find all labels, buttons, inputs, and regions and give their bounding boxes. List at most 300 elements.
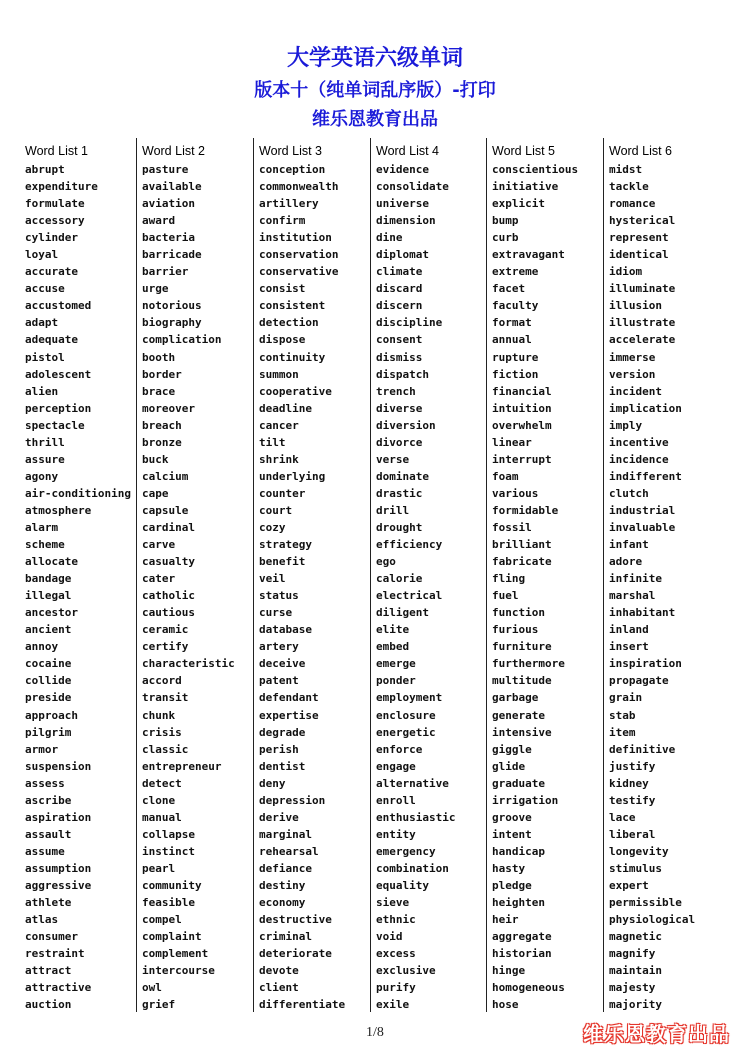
word-entry: differentiate <box>259 998 346 1012</box>
word-entry: intensive <box>492 725 552 739</box>
word-entry: indifferent <box>609 469 682 483</box>
word-entry: magnetic <box>609 930 662 944</box>
word-entry: intent <box>492 827 532 841</box>
word-entry: graduate <box>492 776 545 790</box>
word-entry: commonwealth <box>259 180 339 194</box>
word-entry: infinite <box>609 572 662 586</box>
word-entry: definitive <box>609 742 676 756</box>
word-list-column <box>253 138 346 1012</box>
word-entry: compel <box>142 913 182 927</box>
word-entry: defiance <box>259 861 312 875</box>
word-entry: diplomat <box>376 248 429 262</box>
word-entry: incidence <box>609 452 669 466</box>
word-entry: purify <box>376 981 416 995</box>
word-entry: ancestor <box>25 606 78 620</box>
word-entry: format <box>492 316 532 330</box>
word-entry: cape <box>142 486 169 500</box>
word-entry: magnify <box>609 947 656 961</box>
word-entry: marginal <box>259 827 312 841</box>
word-entry: institution <box>259 231 332 245</box>
word-entry: annoy <box>25 640 59 654</box>
word-entry: derive <box>259 810 299 824</box>
word-entry: cancer <box>259 418 299 432</box>
word-entry: irrigation <box>492 793 559 807</box>
word-entry: ascribe <box>25 793 72 807</box>
word-entry: discern <box>376 299 423 313</box>
word-entry: clone <box>142 793 176 807</box>
word-entry: enforce <box>376 742 423 756</box>
word-entry: formulate <box>25 197 85 211</box>
word-entry: groove <box>492 810 532 824</box>
word-entry: permissible <box>609 896 682 910</box>
word-entry: item <box>609 725 636 739</box>
word-entry: invaluable <box>609 520 676 534</box>
word-entry: curse <box>259 606 293 620</box>
word-entry: underlying <box>259 469 326 483</box>
word-entry: deteriorate <box>259 947 332 961</box>
word-entry: sieve <box>376 896 410 910</box>
word-entry: consist <box>259 282 306 296</box>
word-entry: attractive <box>25 981 92 995</box>
word-entry: fiction <box>492 367 539 381</box>
word-entry: carve <box>142 538 176 552</box>
word-entry: atmosphere <box>25 503 92 517</box>
word-entry: divorce <box>376 435 423 449</box>
word-entry: strategy <box>259 538 312 552</box>
word-list-header: Word List 2 <box>142 144 205 158</box>
word-entry: enthusiastic <box>376 810 456 824</box>
word-entry: curb <box>492 231 519 245</box>
word-entry: approach <box>25 708 78 722</box>
word-entry: accord <box>142 674 182 688</box>
word-entry: illegal <box>25 589 72 603</box>
word-entry: characteristic <box>142 657 235 671</box>
word-list <box>376 161 455 1013</box>
word-entry: hasty <box>492 861 526 875</box>
word-entry: maintain <box>609 964 662 978</box>
word-entry: version <box>609 367 656 381</box>
word-entry: inland <box>609 623 649 637</box>
word-list-column <box>370 138 456 1012</box>
word-entry: adore <box>609 555 643 569</box>
word-entry: classic <box>142 742 189 756</box>
word-entry: engage <box>376 759 416 773</box>
word-entry: summon <box>259 367 299 381</box>
word-entry: attract <box>25 964 72 978</box>
word-entry: assault <box>25 827 72 841</box>
word-entry: hose <box>492 998 519 1012</box>
word-entry: award <box>142 214 176 228</box>
word-entry: economy <box>259 896 306 910</box>
word-entry: moreover <box>142 401 195 415</box>
word-entry: atlas <box>25 913 59 927</box>
word-entry: excess <box>376 947 416 961</box>
word-entry: agony <box>25 469 59 483</box>
word-entry: majesty <box>609 981 656 995</box>
word-entry: counter <box>259 486 306 500</box>
word-entry: collapse <box>142 827 195 841</box>
word-entry: identical <box>609 248 669 262</box>
word-entry: auction <box>25 998 72 1012</box>
word-entry: implication <box>609 401 682 415</box>
word-entry: destiny <box>259 878 306 892</box>
word-entry: degrade <box>259 725 306 739</box>
word-entry: combination <box>376 861 449 875</box>
word-entry: consolidate <box>376 180 449 194</box>
word-entry: hinge <box>492 964 526 978</box>
word-entry: overwhelm <box>492 418 552 432</box>
word-entry: fossil <box>492 520 532 534</box>
word-entry: giggle <box>492 742 532 756</box>
word-entry: bandage <box>25 572 72 586</box>
page-number: 1/8 <box>366 1025 384 1040</box>
word-entry: available <box>142 180 202 194</box>
word-entry: certify <box>142 640 189 654</box>
word-entry: biography <box>142 316 202 330</box>
word-entry: ancient <box>25 623 72 637</box>
word-entry: incentive <box>609 435 669 449</box>
word-entry: expertise <box>259 708 319 722</box>
word-list <box>259 161 345 1013</box>
word-entry: cocaine <box>25 657 72 671</box>
word-entry: grain <box>609 691 643 705</box>
word-entry: brace <box>142 384 176 398</box>
word-entry: devote <box>259 964 299 978</box>
word-entry: multitude <box>492 674 552 688</box>
word-entry: alternative <box>376 776 449 790</box>
word-entry: consumer <box>25 930 78 944</box>
word-entry: drought <box>376 520 423 534</box>
word-entry: cozy <box>259 520 286 534</box>
word-entry: intercourse <box>142 964 215 978</box>
word-entry: fuel <box>492 589 519 603</box>
word-list-header: Word List 4 <box>376 144 439 158</box>
word-entry: ego <box>376 555 396 569</box>
word-entry: alien <box>25 384 59 398</box>
word-entry: assess <box>25 776 65 790</box>
word-entry: grief <box>142 998 176 1012</box>
word-entry: dispose <box>259 333 306 347</box>
word-entry: destructive <box>259 913 332 927</box>
word-entry: industrial <box>609 503 676 517</box>
word-entry: complaint <box>142 930 202 944</box>
word-entry: crisis <box>142 725 182 739</box>
word-entry: inspiration <box>609 657 682 671</box>
word-entry: dismiss <box>376 350 423 364</box>
word-entry: furthermore <box>492 657 565 671</box>
word-list <box>492 161 578 1013</box>
word-entry: testify <box>609 793 656 807</box>
word-entry: efficiency <box>376 538 443 552</box>
word-entry: ponder <box>376 674 416 688</box>
word-entry: hysterical <box>609 214 676 228</box>
word-list-header: Word List 5 <box>492 144 555 158</box>
word-entry: discard <box>376 282 423 296</box>
word-entry: benefit <box>259 555 306 569</box>
word-entry: liberal <box>609 827 656 841</box>
word-entry: expenditure <box>25 180 98 194</box>
word-entry: accessory <box>25 214 85 228</box>
word-entry: bronze <box>142 435 182 449</box>
word-entry: pledge <box>492 878 532 892</box>
word-entry: entity <box>376 827 416 841</box>
word-list-header: Word List 6 <box>609 144 672 158</box>
word-entry: adequate <box>25 333 78 347</box>
word-entry: deceive <box>259 657 306 671</box>
word-entry: incident <box>609 384 662 398</box>
word-entry: collide <box>25 674 72 688</box>
word-list-header: Word List 1 <box>25 144 88 158</box>
word-entry: insert <box>609 640 649 654</box>
word-entry: verse <box>376 452 410 466</box>
word-entry: deny <box>259 776 286 790</box>
word-entry: pasture <box>142 163 189 176</box>
word-entry: depression <box>259 793 326 807</box>
word-entry: breach <box>142 418 182 432</box>
word-entry: illusion <box>609 299 662 313</box>
word-entry: assure <box>25 452 65 466</box>
word-entry: initiative <box>492 180 559 194</box>
word-entry: midst <box>609 163 643 176</box>
word-entry: exclusive <box>376 964 436 978</box>
word-entry: dispatch <box>376 367 429 381</box>
word-list-column <box>603 138 696 1012</box>
word-entry: diverse <box>376 401 423 415</box>
word-entry: evidence <box>376 163 429 176</box>
word-entry: preside <box>25 691 72 705</box>
word-entry: border <box>142 367 182 381</box>
word-entry: conservative <box>259 265 339 279</box>
word-entry: rehearsal <box>259 844 319 858</box>
word-entry: heir <box>492 913 519 927</box>
word-entry: capsule <box>142 503 189 517</box>
word-entry: extravagant <box>492 248 565 262</box>
word-entry: energetic <box>376 725 436 739</box>
word-entry: embed <box>376 640 410 654</box>
word-entry: assume <box>25 844 65 858</box>
word-entry: stab <box>609 708 636 722</box>
word-entry: transit <box>142 691 189 705</box>
word-list <box>25 161 131 1013</box>
word-entry: linear <box>492 435 532 449</box>
word-entry: thrill <box>25 435 65 449</box>
word-entry: represent <box>609 231 669 245</box>
word-entry: trench <box>376 384 416 398</box>
word-entry: scheme <box>25 538 65 552</box>
word-entry: elite <box>376 623 410 637</box>
word-entry: discipline <box>376 316 443 330</box>
word-entry: imply <box>609 418 643 432</box>
word-entry: cautious <box>142 606 195 620</box>
word-entry: enclosure <box>376 708 436 722</box>
word-entry: facet <box>492 282 526 296</box>
word-list <box>609 161 695 1013</box>
word-entry: drill <box>376 503 410 517</box>
word-entry: diligent <box>376 606 429 620</box>
word-entry: bacteria <box>142 231 195 245</box>
word-entry: pilgrim <box>25 725 72 739</box>
word-entry: ceramic <box>142 623 189 637</box>
word-entry: aviation <box>142 197 195 211</box>
word-entry: complication <box>142 333 222 347</box>
word-entry: employment <box>376 691 443 705</box>
word-entry: dine <box>376 231 403 245</box>
word-entry: consistent <box>259 299 326 313</box>
word-entry: entrepreneur <box>142 759 222 773</box>
word-entry: status <box>259 589 299 603</box>
word-entry: lace <box>609 810 636 824</box>
word-entry: infant <box>609 538 649 552</box>
word-entry: accuse <box>25 282 65 296</box>
word-entry: conception <box>259 163 326 176</box>
word-entry: instinct <box>142 844 195 858</box>
word-entry: air-conditioning <box>25 486 131 500</box>
word-entry: cooperative <box>259 384 332 398</box>
word-entry: spectacle <box>25 418 85 432</box>
word-entry: dimension <box>376 214 436 228</box>
word-entry: justify <box>609 759 656 773</box>
word-entry: criminal <box>259 930 312 944</box>
word-entry: defendant <box>259 691 319 705</box>
word-entry: pistol <box>25 350 65 364</box>
word-list <box>142 161 235 1013</box>
word-entry: extreme <box>492 265 539 279</box>
word-entry: allocate <box>25 555 78 569</box>
word-entry: various <box>492 486 539 500</box>
word-entry: void <box>376 930 403 944</box>
word-entry: booth <box>142 350 176 364</box>
word-entry: cylinder <box>25 231 78 245</box>
word-entry: historian <box>492 947 552 961</box>
word-entry: romance <box>609 197 656 211</box>
word-entry: court <box>259 503 293 517</box>
word-entry: abrupt <box>25 163 65 176</box>
word-entry: chunk <box>142 708 176 722</box>
word-entry: shrink <box>259 452 299 466</box>
word-entry: aggressive <box>25 878 92 892</box>
word-entry: aggregate <box>492 930 552 944</box>
word-list-column <box>136 138 235 1012</box>
word-entry: formidable <box>492 503 559 517</box>
publisher-subtitle: 维乐恩教育出品 <box>312 109 438 130</box>
word-entry: diversion <box>376 418 436 432</box>
word-entry: garbage <box>492 691 539 705</box>
word-entry: electrical <box>376 589 443 603</box>
word-entry: conscientious <box>492 163 579 176</box>
word-entry: majority <box>609 998 662 1012</box>
word-entry: inhabitant <box>609 606 676 620</box>
word-entry: expert <box>609 878 649 892</box>
word-entry: annual <box>492 333 532 347</box>
word-entry: catholic <box>142 589 195 603</box>
word-entry: athlete <box>25 896 72 910</box>
word-entry: emerge <box>376 657 416 671</box>
word-entry: restraint <box>25 947 85 961</box>
word-entry: enroll <box>376 793 416 807</box>
word-entry: cater <box>142 572 176 586</box>
word-entry: exile <box>376 998 410 1012</box>
word-entry: database <box>259 623 312 637</box>
word-entry: accurate <box>25 265 78 279</box>
word-list-column <box>486 138 579 1012</box>
word-entry: barricade <box>142 248 202 262</box>
word-entry: loyal <box>25 248 59 262</box>
word-entry: owl <box>142 981 162 995</box>
word-entry: drastic <box>376 486 423 500</box>
word-entry: immerse <box>609 350 656 364</box>
main-title: 大学英语六级单词 <box>286 46 463 71</box>
word-entry: homogeneous <box>492 981 565 995</box>
word-entry: foam <box>492 469 519 483</box>
word-entry: confirm <box>259 214 306 228</box>
word-entry: manual <box>142 810 182 824</box>
word-entry: consent <box>376 333 423 347</box>
word-entry: furniture <box>492 640 552 654</box>
word-entry: ethnic <box>376 913 416 927</box>
word-entry: interrupt <box>492 452 552 466</box>
word-entry: cardinal <box>142 520 195 534</box>
word-entry: armor <box>25 742 59 756</box>
word-entry: deadline <box>259 401 312 415</box>
word-entry: alarm <box>25 520 59 534</box>
word-entry: calcium <box>142 469 189 483</box>
word-entry: fling <box>492 572 526 586</box>
word-entry: adolescent <box>25 367 92 381</box>
word-list-columns <box>0 138 750 1012</box>
word-entry: complement <box>142 947 209 961</box>
publisher-watermark-logo: 维乐恩教育出品 <box>583 1022 730 1046</box>
word-entry: fabricate <box>492 555 552 569</box>
word-entry: propagate <box>609 674 669 688</box>
word-entry: function <box>492 606 545 620</box>
word-entry: longevity <box>609 844 669 858</box>
word-entry: casualty <box>142 555 195 569</box>
word-entry: urge <box>142 282 169 296</box>
word-entry: furious <box>492 623 539 637</box>
word-entry: adapt <box>25 316 59 330</box>
word-entry: tilt <box>259 435 286 449</box>
word-entry: universe <box>376 197 429 211</box>
word-entry: tackle <box>609 180 649 194</box>
word-entry: emergency <box>376 844 436 858</box>
word-entry: climate <box>376 265 423 279</box>
word-entry: barrier <box>142 265 189 279</box>
word-entry: idiom <box>609 265 643 279</box>
word-entry: equality <box>376 878 429 892</box>
word-entry: brilliant <box>492 538 552 552</box>
word-entry: marshal <box>609 589 656 603</box>
word-entry: pearl <box>142 861 176 875</box>
word-entry: artery <box>259 640 299 654</box>
word-entry: patent <box>259 674 299 688</box>
word-entry: bump <box>492 214 519 228</box>
word-entry: detect <box>142 776 182 790</box>
word-entry: illuminate <box>609 282 676 296</box>
word-entry: faculty <box>492 299 539 313</box>
word-entry: perish <box>259 742 299 756</box>
word-entry: intuition <box>492 401 552 415</box>
version-subtitle: 版本十（纯单词乱序版）-打印 <box>254 80 496 101</box>
word-entry: client <box>259 981 299 995</box>
word-entry: stimulus <box>609 861 662 875</box>
word-entry: kidney <box>609 776 649 790</box>
word-entry: clutch <box>609 486 649 500</box>
word-entry: veil <box>259 572 286 586</box>
word-entry: dominate <box>376 469 429 483</box>
word-entry: financial <box>492 384 552 398</box>
word-entry: rupture <box>492 350 539 364</box>
word-entry: explicit <box>492 197 545 211</box>
